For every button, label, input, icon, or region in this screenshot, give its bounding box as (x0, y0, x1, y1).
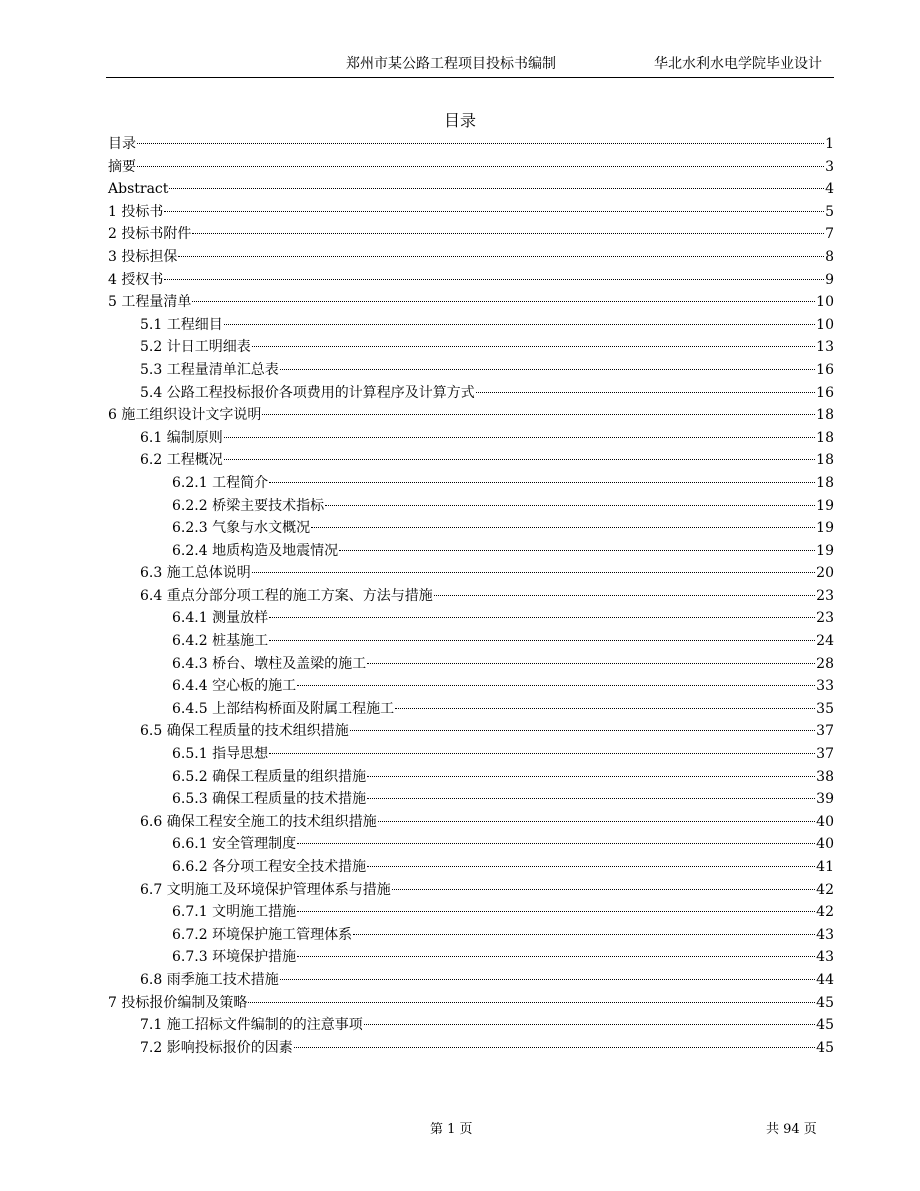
toc-entry-page: 45 (816, 1039, 834, 1056)
toc-entry-label: 6.6 确保工程安全施工的技术组织措施 (140, 813, 377, 830)
toc-entry[interactable] (108, 427, 834, 450)
header-document-title: 郑州市某公路工程项目投标书编制 (346, 56, 556, 72)
toc-entry-page: 42 (816, 904, 834, 921)
toc-leader-dots (137, 142, 824, 144)
toc-entry-label: 6.2.2 桥梁主要技术指标 (172, 497, 325, 514)
toc-leader-dots (367, 797, 815, 799)
toc-leader-dots (137, 165, 824, 167)
toc-entry-label: 6.2.4 地质构造及地震情况 (172, 542, 339, 559)
toc-entry-label: 6.2 工程概况 (140, 452, 223, 469)
toc-entry-page: 45 (816, 994, 834, 1011)
toc-entry[interactable] (108, 924, 834, 947)
toc-entry[interactable] (108, 201, 834, 224)
toc-entry-label: 6.5 确保工程质量的技术组织措施 (140, 723, 349, 740)
toc-entry-page: 5 (825, 203, 834, 220)
toc-entry-label: 目录 (108, 136, 136, 152)
header-institution: 华北水利水电学院毕业设计 (654, 56, 822, 72)
toc-entry-label: 6.5.2 确保工程质量的组织措施 (172, 768, 367, 785)
toc-entry-label: 6.4.3 桥台、墩柱及盖梁的施工 (172, 655, 367, 672)
toc-entry[interactable] (108, 404, 834, 427)
toc-entry[interactable] (108, 382, 834, 405)
toc-leader-dots (367, 865, 815, 867)
toc-leader-dots (350, 729, 815, 731)
toc-entry-label: 6.7.2 环境保护施工管理体系 (172, 926, 353, 943)
toc-entry[interactable] (108, 540, 834, 563)
toc-entry[interactable] (108, 133, 834, 156)
toc-entry-label: Abstract (108, 181, 169, 198)
toc-entry-label: 2 投标书附件 (108, 226, 192, 243)
toc-entry-page: 37 (816, 746, 834, 763)
toc-entry-page: 13 (816, 339, 834, 356)
toc-entry-page: 38 (816, 768, 834, 785)
toc-entry-page: 43 (816, 949, 834, 966)
toc-entry-page: 18 (816, 474, 834, 491)
toc-entry[interactable] (108, 698, 834, 721)
toc-entry-page: 19 (816, 520, 834, 537)
toc-leader-dots (378, 820, 815, 822)
toc-entry[interactable] (108, 495, 834, 518)
toc-entry[interactable] (108, 472, 834, 495)
toc-entry-label: 5.2 计日工明细表 (140, 339, 251, 356)
toc-entry-page: 19 (816, 542, 834, 559)
table-of-contents (108, 133, 834, 1059)
toc-entry[interactable] (108, 1037, 834, 1060)
toc-entry-page: 43 (816, 926, 834, 943)
toc-entry-label: 摘要 (108, 158, 136, 175)
toc-leader-dots (269, 481, 815, 483)
toc-entry-page: 20 (816, 565, 834, 582)
toc-leader-dots (164, 210, 824, 212)
toc-entry[interactable] (108, 811, 834, 834)
toc-entry-page: 7 (825, 226, 834, 243)
toc-entry[interactable] (108, 856, 834, 879)
toc-entry-page: 3 (825, 158, 834, 175)
toc-entry-page: 28 (816, 655, 834, 672)
toc-leader-dots (297, 910, 815, 912)
toc-entry[interactable] (108, 653, 834, 676)
toc-entry-page: 33 (816, 678, 834, 695)
toc-leader-dots (434, 594, 815, 596)
toc-entry-label: 6 施工组织设计文字说明 (108, 407, 262, 424)
toc-leader-dots (164, 278, 824, 280)
toc-leader-dots (280, 978, 815, 980)
toc-entry-label: 6.1 编制原则 (140, 429, 223, 446)
toc-leader-dots (297, 955, 815, 957)
toc-entry-label: 6.4.4 空心板的施工 (172, 678, 297, 695)
toc-entry-label: 6.3 施工总体说明 (140, 565, 251, 582)
toc-entry-page: 44 (816, 971, 834, 988)
toc-entry-label: 6.4.2 桩基施工 (172, 633, 269, 650)
toc-leader-dots (269, 752, 815, 754)
toc-entry-label: 6.8 雨季施工技术措施 (140, 971, 279, 988)
toc-entry-page: 41 (816, 859, 834, 875)
toc-entry-page: 18 (816, 452, 834, 469)
toc-leader-dots (248, 1001, 815, 1003)
toc-leader-dots (476, 391, 815, 393)
toc-entry-label: 6.4 重点分部分项工程的施工方案、方法与措施 (140, 587, 433, 604)
toc-entry-page: 4 (825, 181, 834, 198)
toc-entry-page: 1 (825, 136, 834, 152)
toc-entry-label: 5.4 公路工程投标报价各项费用的计算程序及计算方式 (140, 384, 475, 401)
toc-entry-label: 6.5.1 指导思想 (172, 746, 269, 763)
toc-leader-dots (297, 684, 815, 686)
toc-entry[interactable] (108, 879, 834, 902)
toc-entry-page: 19 (816, 497, 834, 514)
toc-leader-dots (269, 639, 815, 641)
toc-entry-label: 5 工程量清单 (108, 294, 192, 311)
page-number: 第 1 页 (430, 1122, 473, 1137)
toc-leader-dots (252, 345, 815, 347)
toc-leader-dots (192, 300, 815, 302)
toc-entry[interactable] (108, 720, 834, 743)
toc-leader-dots (178, 255, 824, 257)
toc-entry-label: 1 投标书 (108, 203, 164, 220)
toc-entry[interactable] (108, 314, 834, 337)
toc-entry[interactable] (108, 585, 834, 608)
toc-entry[interactable] (108, 178, 834, 201)
toc-entry[interactable] (108, 743, 834, 766)
toc-entry-page: 23 (816, 610, 834, 627)
toc-entry[interactable] (108, 766, 834, 789)
toc-entry-label: 6.7.1 文明施工措施 (172, 904, 297, 921)
toc-entry-page: 18 (816, 407, 834, 424)
toc-entry-page: 8 (825, 248, 834, 265)
toc-leader-dots (311, 526, 815, 528)
toc-entry[interactable] (108, 269, 834, 292)
toc-entry-label: 6.7.3 环境保护措施 (172, 949, 297, 966)
toc-entry-label: 6.2.3 气象与水文概况 (172, 520, 311, 537)
toc-entry-page: 42 (816, 881, 834, 898)
toc-entry-label: 5.1 工程细目 (140, 316, 223, 333)
toc-entry-page: 45 (816, 1017, 834, 1034)
toc-leader-dots (367, 775, 815, 777)
toc-entry-label: 6.2.1 工程简介 (172, 474, 269, 491)
toc-entry-page: 16 (816, 384, 834, 401)
toc-leader-dots (392, 888, 815, 890)
toc-entry[interactable] (108, 788, 834, 811)
toc-entry[interactable] (108, 517, 834, 540)
toc-entry-page: 39 (816, 791, 834, 808)
toc-leader-dots (224, 436, 815, 438)
toc-entry-label: 7.1 施工招标文件编制的的注意事项 (140, 1017, 363, 1034)
toc-entry-page: 37 (816, 723, 834, 740)
toc-leader-dots (294, 1046, 815, 1048)
toc-heading: 目录 (443, 111, 476, 130)
toc-entry-page: 16 (816, 361, 834, 378)
toc-leader-dots (395, 707, 815, 709)
toc-entry[interactable] (108, 562, 834, 585)
toc-leader-dots (339, 549, 815, 551)
page-header (106, 50, 834, 78)
toc-leader-dots (252, 571, 815, 573)
toc-entry[interactable] (108, 156, 834, 179)
toc-entry[interactable] (108, 969, 834, 992)
toc-entry-label: 6.5.3 确保工程质量的技术措施 (172, 791, 367, 808)
toc-leader-dots (262, 413, 815, 415)
toc-entry-page: 40 (816, 836, 834, 853)
toc-entry[interactable] (108, 449, 834, 472)
toc-entry[interactable] (108, 223, 834, 246)
toc-entry-page: 23 (816, 587, 834, 604)
toc-leader-dots (325, 504, 815, 506)
toc-leader-dots (297, 842, 815, 844)
toc-entry[interactable] (108, 246, 834, 269)
toc-leader-dots (364, 1023, 815, 1025)
toc-entry-label: 7 投标报价编制及策略 (108, 994, 248, 1011)
toc-entry[interactable] (108, 291, 834, 314)
toc-entry[interactable] (108, 946, 834, 969)
toc-entry[interactable] (108, 901, 834, 924)
toc-leader-dots (224, 323, 815, 325)
toc-leader-dots (269, 616, 815, 618)
toc-entry-label: 3 投标担保 (108, 248, 178, 265)
toc-entry[interactable] (108, 630, 834, 653)
toc-entry-label: 6.6.2 各分项工程安全技术措施 (172, 859, 367, 875)
toc-entry-page: 18 (816, 429, 834, 446)
total-pages: 共 94 页 (766, 1122, 817, 1137)
toc-entry-label: 5.3 工程量清单汇总表 (140, 361, 279, 378)
toc-entry-label: 6.4.5 上部结构桥面及附属工程施工 (172, 700, 395, 717)
toc-entry[interactable] (108, 675, 834, 698)
toc-leader-dots (367, 662, 815, 664)
toc-entry-page: 24 (816, 633, 834, 650)
toc-entry-label: 4 授权书 (108, 271, 164, 288)
toc-entry[interactable] (108, 336, 834, 359)
toc-leader-dots (169, 187, 824, 189)
toc-entry-page: 10 (816, 294, 834, 311)
toc-entry-label: 7.2 影响投标报价的因素 (140, 1039, 293, 1056)
toc-leader-dots (224, 458, 815, 460)
toc-entry-label: 6.6.1 安全管理制度 (172, 836, 297, 853)
toc-entry-label: 6.4.1 测量放样 (172, 610, 269, 627)
toc-entry[interactable] (108, 607, 834, 630)
toc-leader-dots (280, 368, 815, 370)
toc-entry[interactable] (108, 992, 834, 1015)
toc-leader-dots (353, 933, 815, 935)
toc-entry[interactable] (108, 1014, 834, 1037)
toc-entry-page: 35 (816, 700, 834, 717)
toc-entry-page: 9 (825, 271, 834, 288)
page-footer (0, 1118, 920, 1138)
toc-entry-page: 10 (816, 316, 834, 333)
toc-entry-page: 40 (816, 813, 834, 830)
toc-leader-dots (192, 232, 824, 234)
toc-entry[interactable] (108, 359, 834, 382)
toc-entry-label: 6.7 文明施工及环境保护管理体系与措施 (140, 881, 391, 898)
toc-entry[interactable] (108, 833, 834, 856)
